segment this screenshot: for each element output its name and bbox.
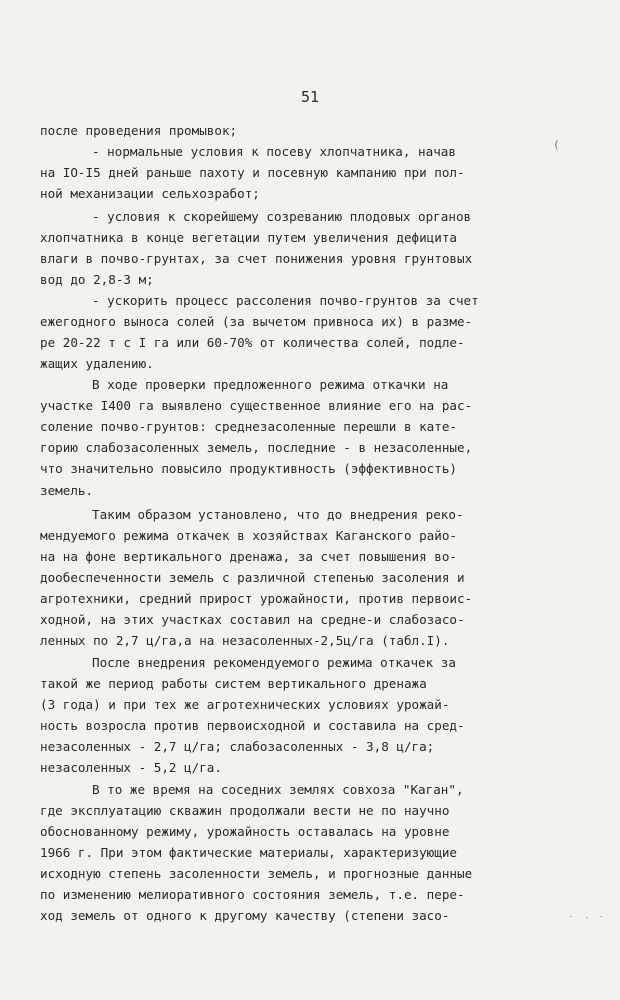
text-line: ной механизации сельхозработ; xyxy=(40,186,260,201)
text-line: такой же период работы систем вертикального дренажа xyxy=(40,676,427,691)
margin-mark: ( xyxy=(553,138,560,151)
text-line: незасоленных - 5,2 ц/га. xyxy=(40,760,222,775)
text-line: ежегодного выноса солей (за вычетом привноса их) в разме- xyxy=(40,314,473,329)
text-line: вод до 2,8-3 м; xyxy=(40,272,154,287)
text-line: земель. xyxy=(40,483,94,498)
text-line: - условия к скорейшему созреванию плодовых органов xyxy=(92,209,472,224)
text-line: соление почво-грунтов: среднезасоленные перешли в кате- xyxy=(40,419,458,434)
text-line: После внедрения рекомендуемого режима откачек за xyxy=(92,655,456,670)
text-line: ре 20-22 т с I га или 60-70% от количества солей, подле- xyxy=(40,335,465,350)
text-line: участке I400 га выявлено существенное влияние его на рас- xyxy=(40,398,473,413)
page-number: 51 xyxy=(300,88,320,106)
scan-speck xyxy=(570,916,572,917)
text-line: жащих удалению. xyxy=(40,356,154,371)
text-line: мендуемого режима откачек в хозяйствах Каганского райо- xyxy=(40,528,458,543)
text-line: (3 года) и при тех же агротехнических условиях урожай- xyxy=(40,697,450,712)
text-line: где эксплуатацию скважин продолжали вести не по научно xyxy=(40,803,450,818)
text-line: В ходе проверки предложенного режима откачки на xyxy=(92,377,449,392)
text-line: после проведения промывок; xyxy=(40,123,238,138)
text-line: обоснованному режиму, урожайность оставалась на уровне xyxy=(40,824,450,839)
text-line: исходную степень засоленности земель, и прогнозные данные xyxy=(40,866,473,881)
text-line: ход земель от одного к другому качеству (степени засо- xyxy=(40,908,450,923)
text-line: горию слабозасоленных земель, последние - в незасоленные, xyxy=(40,440,473,455)
text-line: влаги в почво-грунтах, за счет понижения уровня грунтовых xyxy=(40,251,473,266)
text-line: 1966 г. При этом фактические материалы, характеризующие xyxy=(40,845,458,860)
text-line: В то же время на соседних землях совхоза "Каган", xyxy=(92,782,464,797)
text-line: агротехники, средний прирост урожайности, против первоис- xyxy=(40,591,473,606)
text-line: - ускорить процесс рассоления почво-грунтов за счет xyxy=(92,293,479,308)
text-line: на IO-I5 дней раньше пахоту и посевную кампанию при пол- xyxy=(40,165,465,180)
scan-speck xyxy=(586,917,588,918)
text-line: незасоленных - 2,7 ц/га; слабозасоленных - 3,8 ц/га; xyxy=(40,739,435,754)
text-line: ходной, на этих участках составил на средне-и слабозасо- xyxy=(40,612,465,627)
text-line: ность возросла против первоисходной и составила на сред- xyxy=(40,718,465,733)
text-line: Таким образом установлено, что до внедрения реко- xyxy=(92,507,464,522)
text-line: хлопчатника в конце вегетации путем увеличения дефицита xyxy=(40,230,458,245)
text-line: что значительно повысило продуктивность (эффективность) xyxy=(40,461,458,476)
text-line: по изменению мелиоративного состояния земель, т.е. пере- xyxy=(40,887,465,902)
text-line: ленных по 2,7 ц/га,а на незасоленных-2,5ц/га (табл.I). xyxy=(40,633,450,648)
text-line: - нормальные условия к посеву хлопчатника, начав xyxy=(92,144,456,159)
scan-speck xyxy=(600,916,602,917)
text-line: на на фоне вертикального дренажа, за счет повышения во- xyxy=(40,549,458,564)
text-line: дообеспеченности земель с различной степенью засоления и xyxy=(40,570,465,585)
